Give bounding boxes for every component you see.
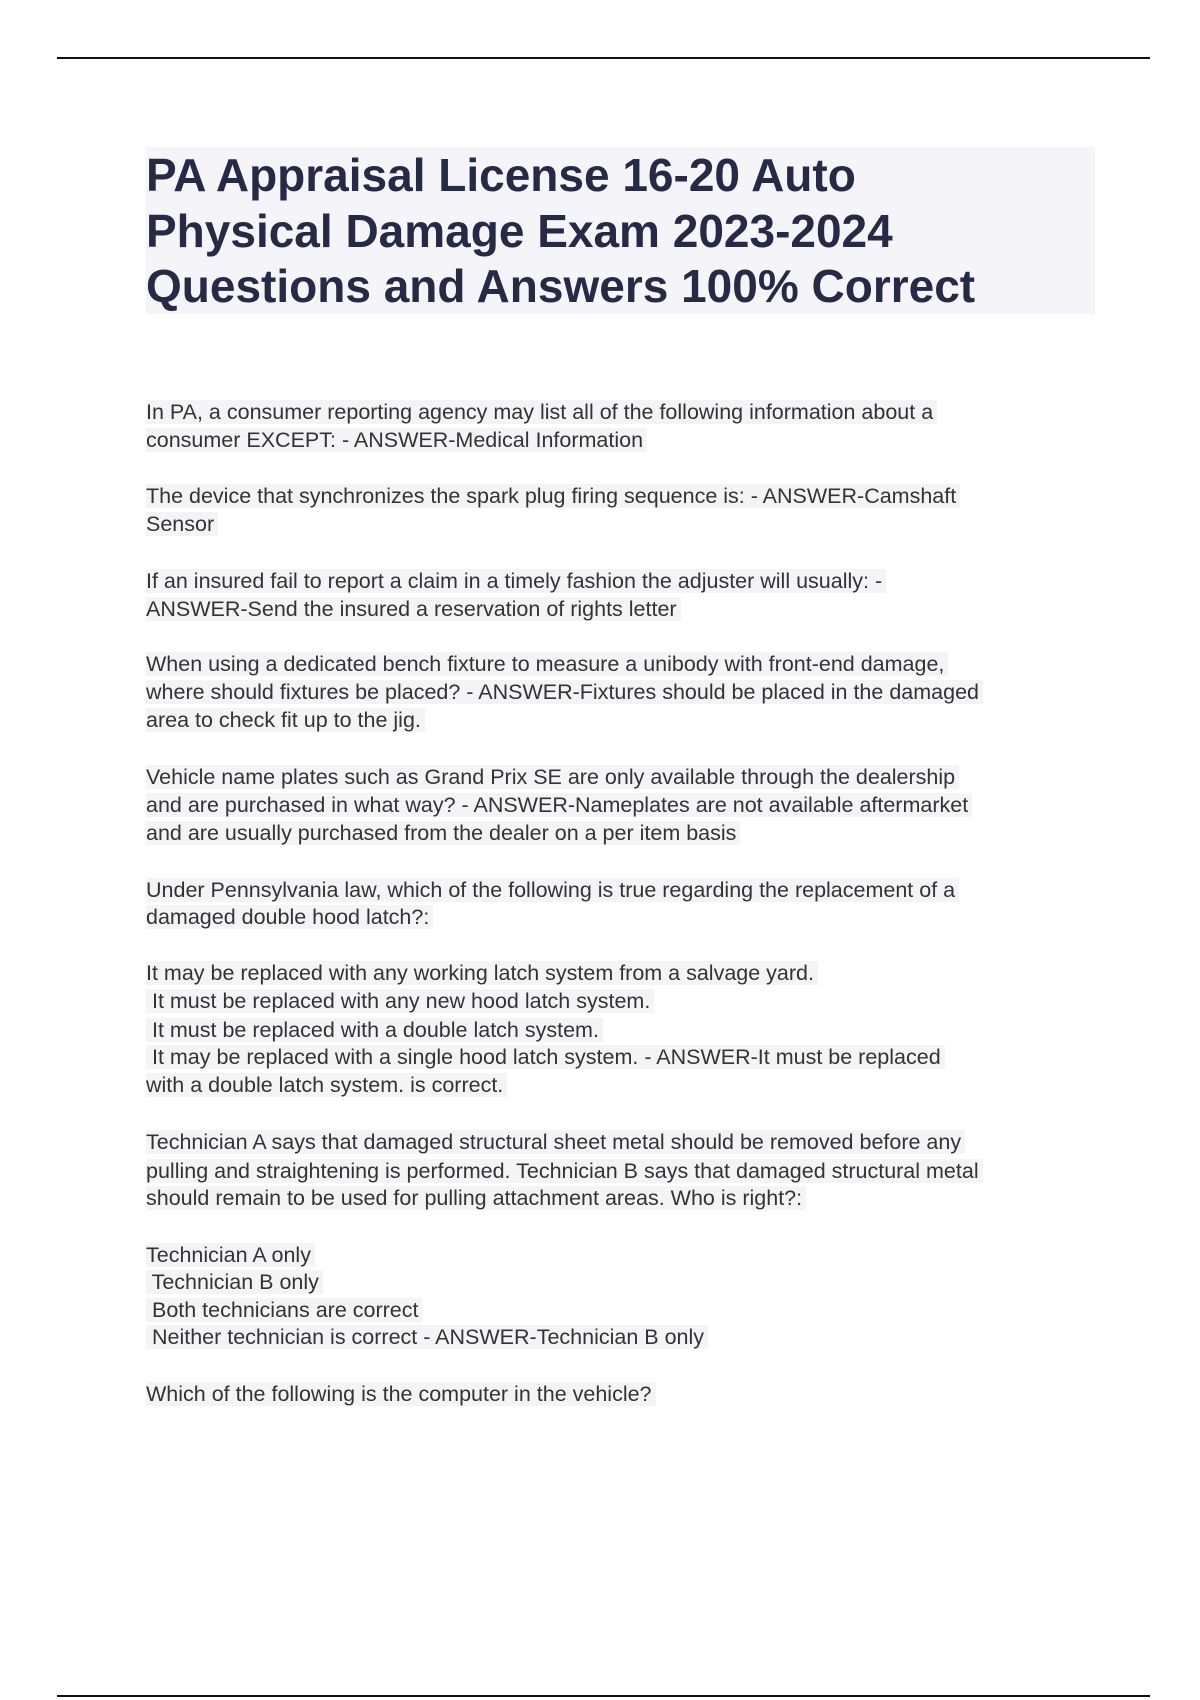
- text-line: [146, 1043, 945, 1071]
- text-line: [146, 987, 654, 1015]
- text-line: [146, 1268, 323, 1296]
- text-line: [146, 398, 937, 426]
- text-line-content: Sensor: [146, 512, 218, 536]
- text-line: [146, 791, 972, 819]
- text-line-content: In PA, a consumer reporting agency may list all of the following information about a: [146, 400, 937, 424]
- document-title-line: PA Appraisal License 16-20 Auto: [146, 149, 856, 201]
- text-line: [146, 595, 681, 623]
- text-line-content: Under Pennsylvania law, which of the following is true regarding the replacement of a: [146, 878, 959, 902]
- text-line-content: Vehicle name plates such as Grand Prix SE are only available through the dealership: [146, 765, 959, 789]
- text-line: [146, 1380, 656, 1408]
- text-line-content: It must be replaced with any new hood latch system.: [146, 989, 654, 1013]
- text-line: [146, 763, 959, 791]
- text-line: [146, 1128, 965, 1156]
- text-line: [146, 1016, 603, 1044]
- text-line: [146, 959, 818, 987]
- text-line-content: The device that synchronizes the spark plug firing sequence is: - ANSWER-Camshaft: [146, 484, 960, 508]
- text-line-content: If an insured fail to report a claim in a timely fashion the adjuster will usually: -: [146, 569, 886, 593]
- text-line: [146, 650, 948, 678]
- text-line-content: ANSWER-Send the insured a reservation of rights letter: [146, 597, 681, 621]
- text-line: [146, 1184, 806, 1212]
- text-line: [146, 1241, 315, 1269]
- text-line-content: Technician B only: [146, 1270, 323, 1294]
- text-line-content: consumer EXCEPT: - ANSWER-Medical Information: [146, 428, 647, 452]
- text-line: [146, 1323, 708, 1351]
- text-line: [146, 1296, 422, 1324]
- document-title-line: Questions and Answers 100% Correct: [146, 260, 976, 312]
- text-line-content: Technician A says that damaged structural sheet metal should be removed before any: [146, 1130, 965, 1154]
- document-title-line: Physical Damage Exam 2023-2024: [146, 205, 893, 257]
- text-line: [146, 678, 983, 706]
- text-line: [146, 706, 425, 734]
- text-line: [146, 819, 740, 847]
- text-line-content: with a double latch system. is correct.: [146, 1073, 507, 1097]
- text-line: [146, 903, 433, 931]
- text-line-content: pulling and straightening is performed. Technician B says that damaged structural metal: [146, 1159, 983, 1183]
- text-line: [146, 1071, 507, 1099]
- text-line: [146, 567, 886, 595]
- text-line-content: Both technicians are correct: [146, 1298, 422, 1322]
- text-line: [146, 876, 959, 904]
- text-line-content: should remain to be used for pulling attachment areas. Who is right?:: [146, 1186, 806, 1210]
- top-rule: [57, 57, 1150, 59]
- text-line-content: area to check fit up to the jig.: [146, 708, 425, 732]
- text-line-content: Technician A only: [146, 1243, 315, 1267]
- text-line-content: and are purchased in what way? - ANSWER-Nameplates are not available aftermarket: [146, 793, 972, 817]
- text-line-content: damaged double hood latch?:: [146, 905, 433, 929]
- text-line-content: It may be replaced with any working latch system from a salvage yard.: [146, 961, 818, 985]
- text-line-content: where should fixtures be placed? - ANSWER-Fixtures should be placed in the damaged: [146, 680, 983, 704]
- text-line: [146, 482, 960, 510]
- text-line-content: and are usually purchased from the dealer on a per item basis: [146, 821, 740, 845]
- text-line-content: Which of the following is the computer in the vehicle?: [146, 1382, 656, 1406]
- text-line: [146, 426, 647, 454]
- text-line-content: When using a dedicated bench fixture to measure a unibody with front-end damage,: [146, 652, 948, 676]
- text-line-content: Neither technician is correct - ANSWER-Technician B only: [146, 1325, 708, 1349]
- text-line: [146, 1157, 983, 1185]
- bottom-rule: [57, 1695, 1150, 1697]
- text-line: [146, 510, 218, 538]
- text-line-content: It must be replaced with a double latch system.: [146, 1018, 603, 1042]
- text-line-content: It may be replaced with a single hood latch system. - ANSWER-It must be replaced: [146, 1045, 945, 1069]
